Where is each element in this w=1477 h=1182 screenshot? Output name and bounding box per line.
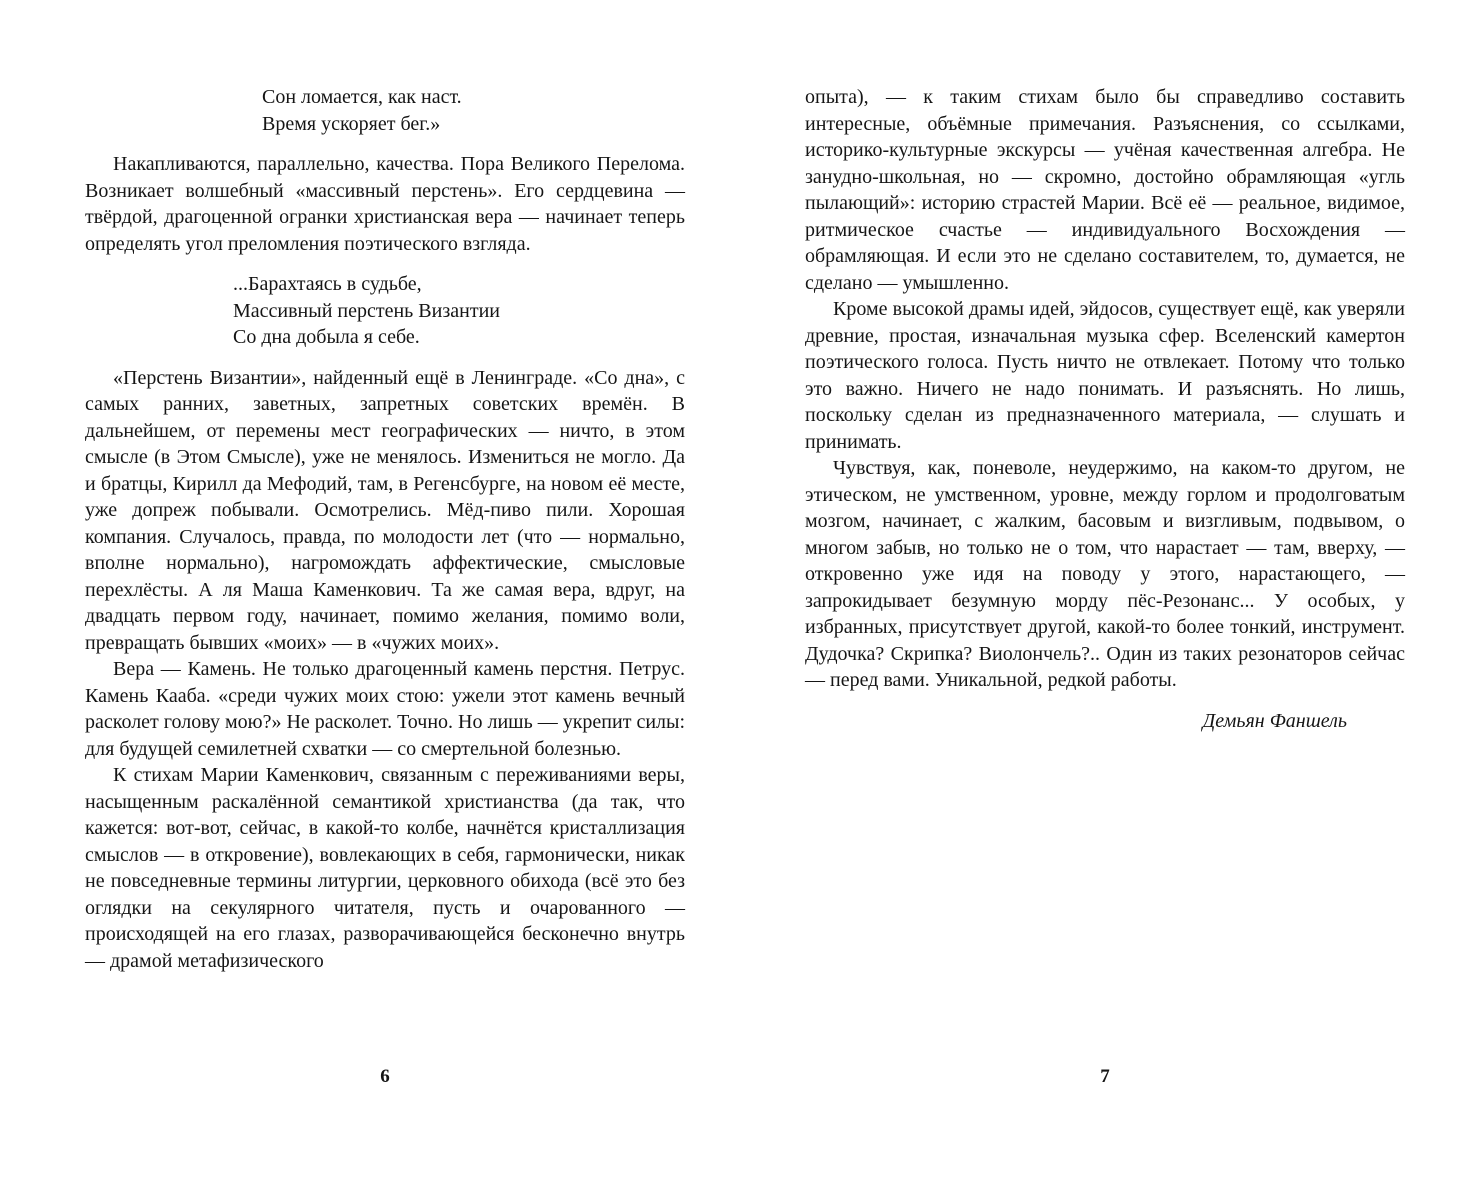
paragraph: Чувствуя, как, поневоле, неудержимо, на каком-то другом, не этическом, не умственном, уровне, между горлом и продолговатым мозгом, начинает, с жалким, басовым и визгливым, подвывом, о многом забыв, но только не о том, что нарастает — там, вверху, — откровенно уже идя на поводу у этого, нарастающего, — запрокидывает безумную морду пёс-Резонанс... У особых, у избранных, присутствует другой, какой-то более тонкий, инструмент. Дудочка? Скрипка? Виолончель?.. Один из таких резонаторов сейчас — перед вами. Уникальной, редкой работы.: [805, 457, 1405, 691]
verse-line: Массивный перстень Византии: [233, 299, 500, 322]
paragraph-continuation: опыта), — к таким стихам было бы справедливо составить интересные, объёмные примечания. Разъяснения, со ссылками, историко-культурные экскурсы — учёная качественная алгебра. Не занудно-школьная, но — скромно, достойно обрамляющая «угль пылающий»: историю страстей Марии. Всё её — реальное, видимое, ритмическое счастье — индивидуального Восхождения — обрамляющая. И если это не сделано составителем, то, думается, не сделано — умышленно.: [805, 86, 1405, 294]
page-number-right: 7: [1100, 1066, 1110, 1087]
verse-line: Со дна добыла я себе.: [233, 326, 420, 348]
verse-quote: [233, 271, 685, 351]
epigraph-verse: [262, 84, 685, 137]
epigraph-line: Время ускоряет бег.»: [262, 112, 441, 135]
paragraph: Вера — Камень. Не только драгоценный камень перстня. Петрус. Камень Кааба. «среди чужих моих стою: ужели этот камень вечный расколет голову мою?» Не расколет. Точно. Но лишь — укрепит силы: для будущей семилетней схватки — со смертельной болезнью.: [85, 658, 685, 760]
verse-line: ...Барахтаясь в судьбе,: [233, 273, 422, 295]
page-right: [805, 84, 1405, 734]
author-signature: Демьян Фаншель: [1202, 709, 1347, 732]
paragraph: «Перстень Византии», найденный ещё в Ленинграде. «Со дна», с самых ранних, заветных, запретных советских времён. В дальнейшем, от перемены мест географических — ничто, в этом смысле (в Этом Смысле), уже не менялось. Измениться не могло. Да и братцы, Кирилл да Мефодий, там, в Регенсбурге, на новом её месте, уже допреж побывали. Осмотрелись. Мёд-пиво пили. Хорошая компания. Случалось, правда, по молодости лет (что — нормально, вполне нормально), нагромождать аффектические, смысловые перехлёсты. А ля Маша Каменкович. Та же самая вера, вдруг, на двадцать первом году, начинает, помимо желания, помимо воли, превращать бывших «моих» — в «чужих моих».: [85, 366, 685, 654]
paragraph: Кроме высокой драмы идей, эйдосов, существует ещё, как уверяли древние, простая, изначальная музыка сфер. Вселенский камертон поэтического голоса. Пусть ничто не отвлекает. Потому что только это важно. Ничего не надо понимать. И разъяснять. Но лишь, поскольку сделан из предназначенного материала, — слушать и принимать.: [805, 298, 1405, 453]
page-left: [85, 84, 685, 974]
paragraph: Накапливаются, параллельно, качества. Пора Великого Перелома. Возникает волшебный «массивный перстень». Его сердцевина — твёрдой, драгоценной огранки христианская вера — начинает теперь определять угол преломления поэтического взгляда.: [85, 153, 685, 255]
epigraph-line: Сон ломается, как наст.: [262, 86, 462, 108]
page-number-left: 6: [380, 1066, 390, 1087]
paragraph: К стихам Марии Каменкович, связанным с переживаниями веры, насыщенным раскалённой семантикой христианства (да так, что кажется: вот-вот, сейчас, в какой-то колбе, начнётся кристаллизация смыслов — в откровение), вовлекающих в себя, гармонически, никак не повседневные термины литургии, церковного обихода (всё это без оглядки на секулярного читателя, пусть и очарованного — происходящей на его глазах, разворачивающейся бесконечно внутрь — драмой метафизического: [85, 764, 685, 972]
